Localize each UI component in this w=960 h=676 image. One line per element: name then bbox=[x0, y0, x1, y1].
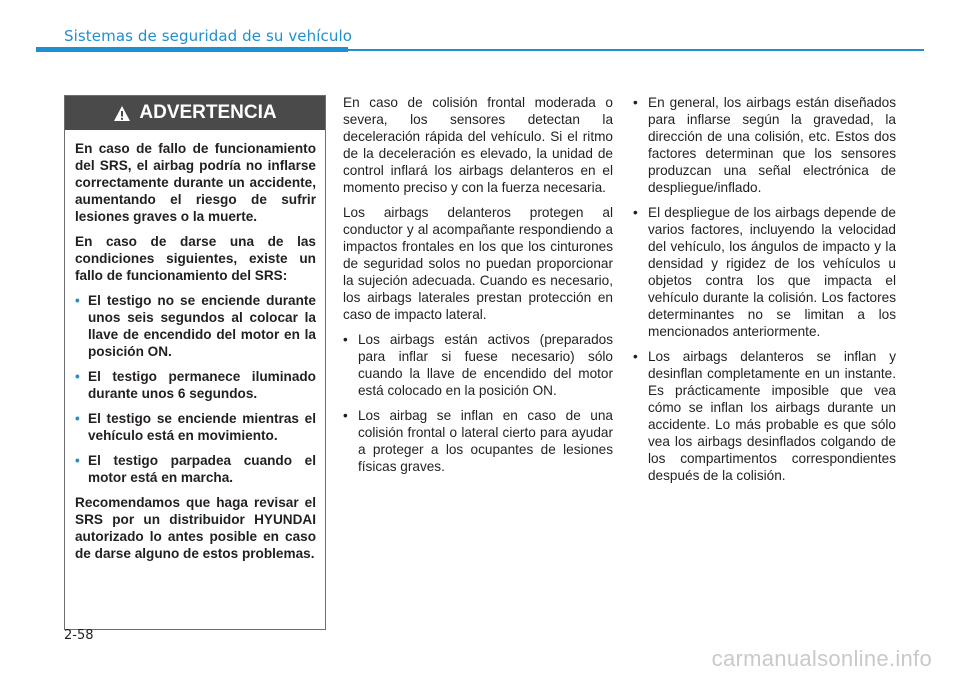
body-bullet: • Los airbags delanteros se inflan y desinflan completamente en un instante. Es prácticamente imposible que vea cómo se inflan los airbags durante un accidente. Lo más probable es que sólo vea los airbags desinflados colgando de los compartimentos correspondientes después de la colisión. bbox=[633, 348, 896, 484]
watermark: carmanualsonline.info bbox=[711, 646, 932, 671]
warning-bullet-list bbox=[75, 292, 316, 486]
warning-triangle-icon bbox=[113, 105, 131, 122]
body-bullet: • El despliegue de los airbags depende de varios factores, incluyendo la velocidad del vehículo, los ángulos de impacto y la densidad y rigidez de los vehículos u objetos contra los que impacta el vehículo durante la colisión. Los factores determinantes no se limitan a los mencionados anteriormente. bbox=[633, 204, 896, 340]
warning-body bbox=[65, 130, 325, 562]
body-bullet: • Los airbags están activos (preparados para inflar si fuese necesario) sólo cuando la llave de encendido del motor está colocado en la posición ON. bbox=[343, 331, 613, 399]
text-column-1 bbox=[343, 94, 613, 483]
body-bullet-list bbox=[633, 94, 896, 484]
body-paragraph: En caso de colisión frontal moderada o severa, los sensores detectan la deceleración rápida del vehículo. Si el ritmo de la deceleración es elevado, la unidad de control inflará los airbags delanteros en el momento preciso y con la fuerza necesaria. bbox=[343, 95, 613, 195]
warning-paragraph: En caso de fallo de funcionamiento del SRS, el airbag podría no inflarse correctamente durante un accidente, aumentando el riesgo de sufrir lesiones graves o la muerte. bbox=[75, 141, 316, 224]
warning-bullet: • El testigo permanece iluminado durante unos 6 segundos. bbox=[75, 368, 316, 402]
warning-title: ADVERTENCIA bbox=[139, 102, 277, 123]
text-column-2 bbox=[633, 94, 896, 492]
warning-header bbox=[65, 96, 325, 130]
warning-paragraph: En caso de darse una de las condiciones siguientes, existe un fallo de funcionamiento del SRS: bbox=[75, 234, 316, 283]
header-rule-thin bbox=[348, 49, 924, 51]
body-bullet-list bbox=[343, 331, 613, 475]
warning-bullet: • El testigo se enciende mientras el vehículo está en movimiento. bbox=[75, 410, 316, 444]
warning-bullet: • El testigo no se enciende durante unos seis segundos al colocar la llave de encendido del motor en la posición ON. bbox=[75, 292, 316, 360]
body-bullet: • En general, los airbags están diseñados para inflarse según la gravedad, la dirección de una colisión, etc. Estos dos factores determinan que los sensores produzcan una señal electrónica de despliegue/inflado. bbox=[633, 94, 896, 196]
warning-bullet: • El testigo parpadea cuando el motor está en marcha. bbox=[75, 452, 316, 486]
body-paragraph: Los airbags delanteros protegen al conductor y al acompañante respondiendo a impactos frontales en los que los cinturones de seguridad solos no puedan proporcionar la sujeción adecuada. Cuando es necesario, los airbags laterales prestan protección en caso de impacto lateral. bbox=[343, 205, 613, 322]
warning-closing: Recomendamos que haga revisar el SRS por un distribuidor HYUNDAI autorizado lo antes posible en caso de darse alguno de estos problemas. bbox=[75, 495, 316, 561]
header-rule-thick bbox=[36, 47, 348, 52]
warning-box bbox=[64, 95, 326, 630]
page-number: 2-58 bbox=[64, 628, 94, 643]
body-bullet: • Los airbag se inflan en caso de una colisión frontal o lateral cierto para ayudar a proteger a los ocupantes de lesiones físicas graves. bbox=[343, 407, 613, 475]
section-title: Sistemas de seguridad de su vehículo bbox=[64, 27, 353, 45]
